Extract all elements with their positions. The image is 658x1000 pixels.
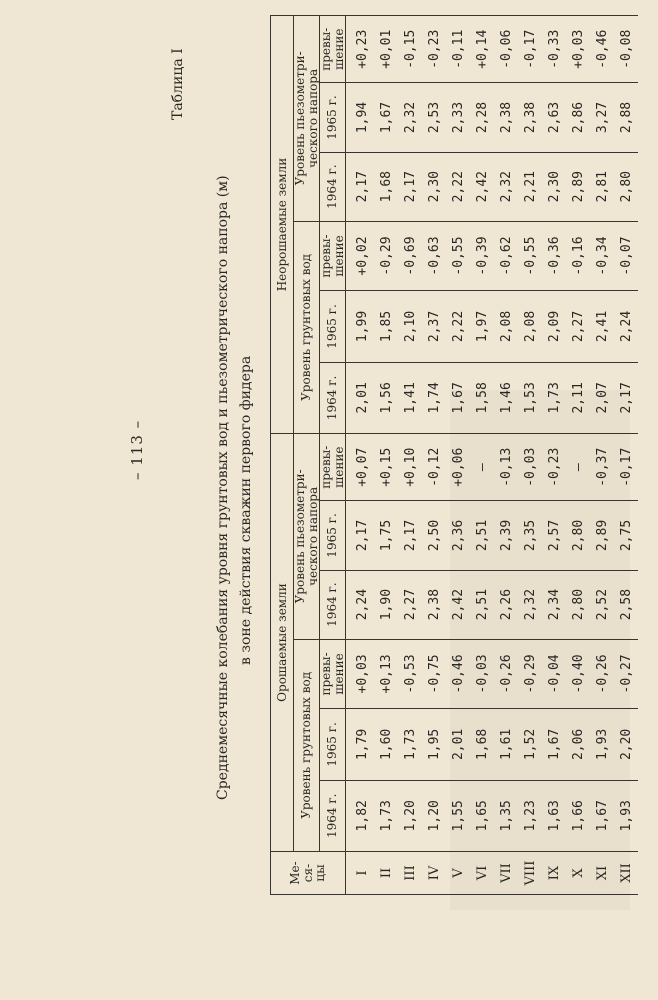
value-cell: -0,23 [422, 16, 446, 83]
value-cell: 1,60 [374, 709, 398, 780]
value-cell: 3,27 [590, 83, 614, 152]
month-cell: IX [542, 852, 566, 895]
table-row [346, 16, 375, 895]
value-cell: 1,67 [374, 83, 398, 152]
month-cell: X [566, 852, 590, 895]
value-cell: 2,26 [494, 570, 518, 639]
value-cell: 2,22 [446, 291, 470, 362]
value-cell: -0,26 [494, 639, 518, 709]
value-cell: -0,40 [566, 639, 590, 709]
value-cell: -0,06 [494, 16, 518, 83]
value-cell: 2,36 [446, 501, 470, 570]
table-row [566, 16, 590, 895]
value-cell: 2,10 [398, 291, 422, 362]
value-cell: 1,67 [590, 780, 614, 851]
value-cell: -0,17 [614, 434, 638, 501]
value-cell: 1,65 [470, 780, 494, 851]
value-cell: -0,27 [614, 639, 638, 709]
col-1964: 1964 г. [320, 362, 346, 433]
value-cell: 2,89 [566, 152, 590, 221]
value-cell: 2,75 [614, 501, 638, 570]
value-cell: 1,66 [566, 780, 590, 851]
value-cell: -0,08 [614, 16, 638, 83]
table-body [346, 16, 639, 895]
value-cell: -0,26 [590, 639, 614, 709]
value-cell: 1,20 [398, 780, 422, 851]
value-cell: -0,34 [590, 221, 614, 291]
value-cell: – [470, 434, 494, 501]
value-cell: 2,81 [590, 152, 614, 221]
col-diff: превы- шение [320, 434, 346, 501]
value-cell: 2,41 [590, 291, 614, 362]
value-cell: -0,15 [398, 16, 422, 83]
value-cell: -0,04 [542, 639, 566, 709]
group-irrigated-header: Орошаемые земли [271, 434, 294, 852]
value-cell: 2,11 [566, 362, 590, 433]
value-cell: 1,58 [470, 362, 494, 433]
value-cell: 1,73 [398, 709, 422, 780]
month-cell: IV [422, 852, 446, 895]
value-cell: -0,29 [518, 639, 542, 709]
value-cell: 2,38 [422, 570, 446, 639]
value-cell: 2,09 [542, 291, 566, 362]
value-cell: -0,36 [542, 221, 566, 291]
value-cell: 2,08 [494, 291, 518, 362]
value-cell: 2,58 [614, 570, 638, 639]
value-cell: -0,53 [398, 639, 422, 709]
value-cell: -0,62 [494, 221, 518, 291]
value-cell: 2,24 [346, 570, 375, 639]
value-cell: -0,17 [518, 16, 542, 83]
value-cell: 2,33 [446, 83, 470, 152]
col-1964: 1964 г. [320, 570, 346, 639]
value-cell: 2,27 [398, 570, 422, 639]
value-cell: 1,94 [346, 83, 375, 152]
value-cell: 2,32 [518, 570, 542, 639]
value-cell: -0,16 [566, 221, 590, 291]
value-cell: +0,03 [566, 16, 590, 83]
table-row [518, 16, 542, 895]
value-cell: – [566, 434, 590, 501]
value-cell: 2,52 [590, 570, 614, 639]
value-cell: +0,23 [346, 16, 375, 83]
value-cell: 1,61 [494, 709, 518, 780]
col-1965: 1965 г. [320, 709, 346, 780]
value-cell: 1,46 [494, 362, 518, 433]
value-cell: 1,93 [614, 780, 638, 851]
value-cell: 1,20 [422, 780, 446, 851]
value-cell: 2,22 [446, 152, 470, 221]
value-cell: +0,14 [470, 16, 494, 83]
col-diff: превы- шение [320, 221, 346, 291]
value-cell: -0,12 [422, 434, 446, 501]
value-cell: 2,37 [422, 291, 446, 362]
table-row [590, 16, 614, 895]
value-cell: 2,20 [614, 709, 638, 780]
value-cell: 1,56 [374, 362, 398, 433]
month-header: Ме- ся- цы [271, 852, 346, 895]
value-cell: +0,10 [398, 434, 422, 501]
value-cell: 2,80 [566, 501, 590, 570]
table-subtitle: в зоне действия скважин первого фидера [238, 355, 254, 665]
value-cell: 2,34 [542, 570, 566, 639]
value-cell: 1,52 [518, 709, 542, 780]
table-row [422, 16, 446, 895]
value-cell: -0,03 [470, 639, 494, 709]
irr-piezometric-header: Уровень пьезометри- ческого напора [294, 434, 320, 640]
group-nonirrigated-header: Неорошаемые земли [271, 16, 294, 434]
value-cell: -0,03 [518, 434, 542, 501]
value-cell: 2,27 [566, 291, 590, 362]
month-cell: VII [494, 852, 518, 895]
value-cell: 2,21 [518, 152, 542, 221]
value-cell: -0,39 [470, 221, 494, 291]
value-cell: -0,46 [590, 16, 614, 83]
col-1965: 1965 г. [320, 501, 346, 570]
value-cell: 2,30 [422, 152, 446, 221]
value-cell: 1,99 [346, 291, 375, 362]
value-cell: -0,07 [614, 221, 638, 291]
value-cell: +0,02 [346, 221, 375, 291]
value-cell: +0,15 [374, 434, 398, 501]
table-row [470, 16, 494, 895]
value-cell: 2,63 [542, 83, 566, 152]
value-cell: 2,88 [614, 83, 638, 152]
value-cell: 2,08 [518, 291, 542, 362]
value-cell: 1,79 [346, 709, 375, 780]
value-cell: 2,51 [470, 570, 494, 639]
month-cell: XI [590, 852, 614, 895]
value-cell: +0,01 [374, 16, 398, 83]
value-cell: 2,51 [470, 501, 494, 570]
col-diff: превы- шение [320, 639, 346, 709]
value-cell: 2,24 [614, 291, 638, 362]
value-cell: 2,80 [614, 152, 638, 221]
value-cell: -0,46 [446, 639, 470, 709]
value-cell: 2,80 [566, 570, 590, 639]
table-row [542, 16, 566, 895]
value-cell: -0,29 [374, 221, 398, 291]
value-cell: 2,39 [494, 501, 518, 570]
value-cell: 1,97 [470, 291, 494, 362]
value-cell: 1,68 [374, 152, 398, 221]
table-label: Таблица I [170, 48, 186, 120]
value-cell: 1,35 [494, 780, 518, 851]
col-diff: превы- шение [320, 16, 346, 83]
value-cell: 2,42 [446, 570, 470, 639]
value-cell: 1,73 [374, 780, 398, 851]
value-cell: +0,07 [346, 434, 375, 501]
value-cell: 1,74 [422, 362, 446, 433]
value-cell: -0,69 [398, 221, 422, 291]
value-cell: -0,63 [422, 221, 446, 291]
value-cell: 1,85 [374, 291, 398, 362]
value-cell: 2,86 [566, 83, 590, 152]
month-cell: II [374, 852, 398, 895]
col-1964: 1964 г. [320, 152, 346, 221]
table-row [614, 16, 638, 895]
month-cell: VI [470, 852, 494, 895]
value-cell: -0,37 [590, 434, 614, 501]
value-cell: -0,75 [422, 639, 446, 709]
value-cell: 2,17 [346, 152, 375, 221]
table-row [374, 16, 398, 895]
month-cell: VIII [518, 852, 542, 895]
value-cell: 1,75 [374, 501, 398, 570]
nonirr-groundwater-header: Уровень грунтовых вод [294, 221, 320, 433]
value-cell: 1,41 [398, 362, 422, 433]
value-cell: 1,53 [518, 362, 542, 433]
value-cell: 1,67 [446, 362, 470, 433]
value-cell: 2,42 [470, 152, 494, 221]
value-cell: 2,17 [398, 152, 422, 221]
value-cell: 1,67 [542, 709, 566, 780]
value-cell: 2,89 [590, 501, 614, 570]
col-1965: 1965 г. [320, 83, 346, 152]
value-cell: 2,01 [346, 362, 375, 433]
value-cell: +0,03 [346, 639, 375, 709]
value-cell: 1,68 [470, 709, 494, 780]
table-title: Среднемесячные колебания уровня грунтовых вод и пьезометрического напора (м) [215, 175, 231, 800]
value-cell: 2,28 [470, 83, 494, 152]
value-cell: 2,35 [518, 501, 542, 570]
value-cell: -0,33 [542, 16, 566, 83]
value-cell: 2,17 [398, 501, 422, 570]
value-cell: -0,55 [446, 221, 470, 291]
value-cell: 1,93 [590, 709, 614, 780]
col-1964: 1964 г. [320, 780, 346, 851]
month-cell: V [446, 852, 470, 895]
value-cell: 2,38 [494, 83, 518, 152]
month-cell: XII [614, 852, 638, 895]
col-1965: 1965 г. [320, 291, 346, 362]
nonirr-piezometric-header: Уровень пьезометри- ческого напора [294, 16, 320, 222]
value-cell: 1,90 [374, 570, 398, 639]
value-cell: 1,23 [518, 780, 542, 851]
page-number: – 113 – [128, 419, 146, 480]
value-cell: 1,95 [422, 709, 446, 780]
value-cell: -0,13 [494, 434, 518, 501]
irr-groundwater-header: Уровень грунтовых вод [294, 639, 320, 851]
value-cell: 2,53 [422, 83, 446, 152]
value-cell: 2,32 [398, 83, 422, 152]
table-row [494, 16, 518, 895]
value-cell: -0,11 [446, 16, 470, 83]
table-row [446, 16, 470, 895]
value-cell: 1,55 [446, 780, 470, 851]
value-cell: 1,82 [346, 780, 375, 851]
value-cell: -0,55 [518, 221, 542, 291]
value-cell: 2,07 [590, 362, 614, 433]
table-row [398, 16, 422, 895]
value-cell: 2,50 [422, 501, 446, 570]
value-cell: 2,17 [346, 501, 375, 570]
value-cell: 2,06 [566, 709, 590, 780]
value-cell: 1,63 [542, 780, 566, 851]
value-cell: 2,30 [542, 152, 566, 221]
value-cell: 2,01 [446, 709, 470, 780]
value-cell: +0,06 [446, 434, 470, 501]
value-cell: 2,17 [614, 362, 638, 433]
month-cell: I [346, 852, 375, 895]
value-cell: -0,23 [542, 434, 566, 501]
value-cell: 2,38 [518, 83, 542, 152]
value-cell: +0,13 [374, 639, 398, 709]
value-cell: 2,32 [494, 152, 518, 221]
value-cell: 2,57 [542, 501, 566, 570]
value-cell: 1,73 [542, 362, 566, 433]
data-table [270, 15, 638, 895]
month-cell: III [398, 852, 422, 895]
